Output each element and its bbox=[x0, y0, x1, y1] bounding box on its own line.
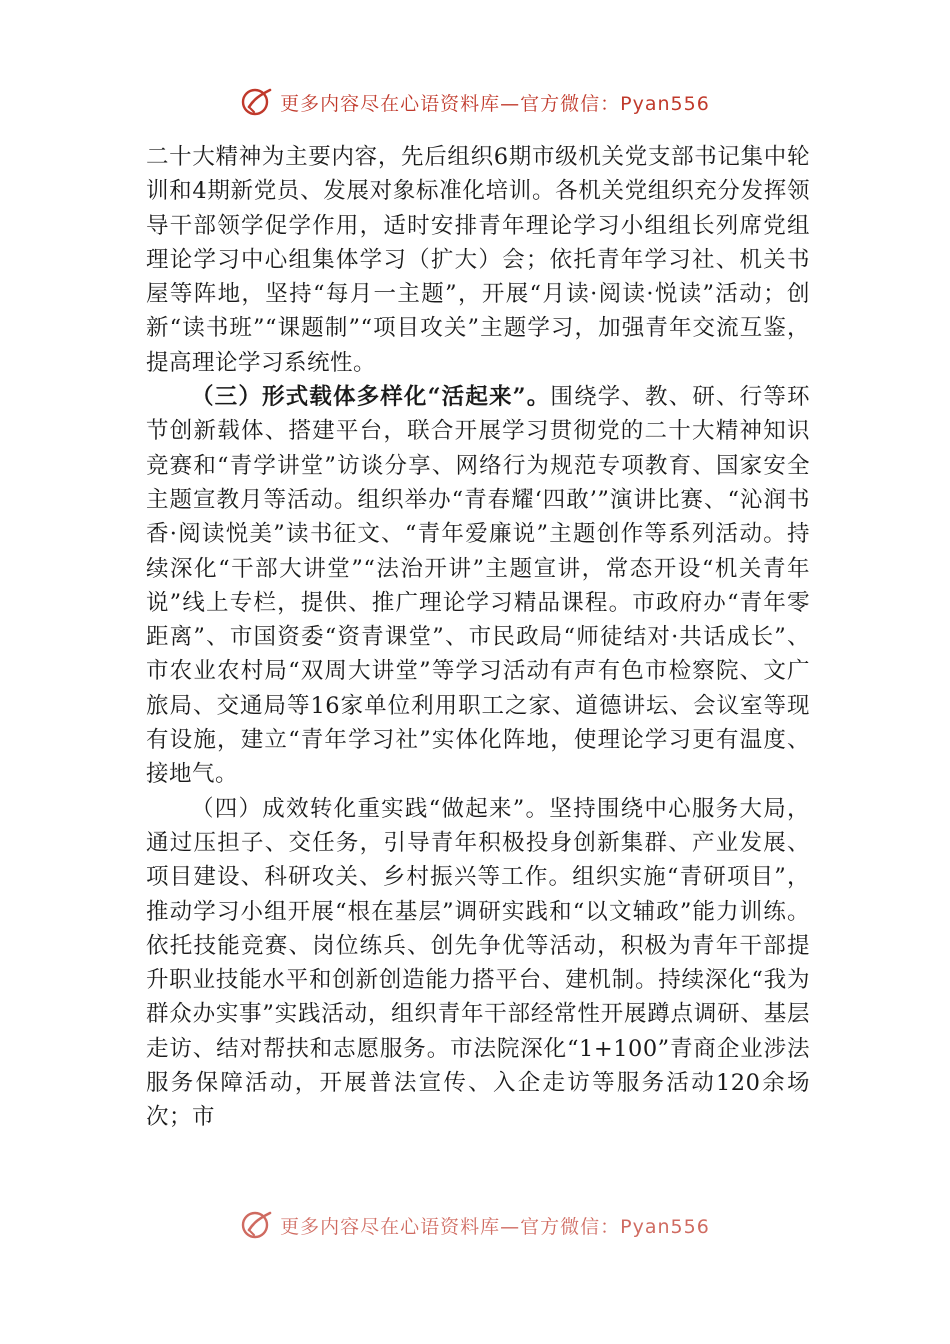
footer-watermark bbox=[0, 1205, 950, 1245]
header-watermark-text: 更多内容尽在心语资料库—官方微信：Pyan556 bbox=[280, 92, 710, 115]
header-watermark bbox=[0, 82, 950, 122]
paragraph-2-body: 围绕学、教、研、行等环节创新载体、搭建平台，联合开展学习贯彻党的二十大精神知识竞赛和“青学讲堂”访谈分享、网络行为规范专项教育、国家安全主题宣教月等活动。组织举办“青春耀‘四敢’”演讲比赛、“沁润书香·阅读悦美”读书征文、“青年爱廉说”主题创作等系列活动。持续深化“干部大讲堂”“法治开讲”主题宣讲，常态开设“机关青年说”线上专栏，提供、推广理论学习精品课程。市政府办“青年零距离”、市国资委“资青课堂”、市民政局“师徒结对·共话成长”、市农业农村局“双周大讲堂”等学习活动有声有色市检察院、文广旅局、交通局等16家单位利用职工之家、道德讲坛、会议室等现有设施，建立“青年学习社”实体化阵地，使理论学习更有温度、接地气。 bbox=[146, 384, 810, 788]
document-body bbox=[146, 140, 810, 1135]
paragraph-1: 二十大精神为主要内容，先后组织6期市级机关党支部书记集中轮训和4期新党员、发展对象标准化培训。各机关党组织充分发挥领导干部领学促学作用，适时安排青年理论学习小组组长列席党组理论学习中心组集体学习（扩大）会；依托青年学习社、机关书屋等阵地，坚持“每月一主题”，开展“月读·阅读·悦读”活动；创新“读书班”“课题制”“项目攻关”主题学习，加强青年交流互鉴，提高理论学习系统性。 bbox=[146, 144, 810, 376]
paragraph-3 bbox=[146, 792, 810, 1135]
section-heading-4: （四）成效转化重实践“做起来”。 bbox=[191, 795, 550, 822]
brush-logo-icon bbox=[240, 1208, 274, 1242]
brush-logo-icon bbox=[240, 85, 274, 119]
footer-watermark-text: 更多内容尽在心语资料库—官方微信：Pyan556 bbox=[280, 1215, 710, 1238]
section-heading-3: （三）形式载体多样化“活起来”。 bbox=[191, 384, 551, 411]
paragraph-3-body: 坚持围绕中心服务大局，通过压担子、交任务，引导青年积极投身创新集群、产业发展、项目建设、科研攻关、乡村振兴等工作。组织实施“青研项目”，推动学习小组开展“根在基层”调研实践和“以文辅政”能力训练。依托技能竞赛、岗位练兵、创先争优等活动，积极为青年干部提升职业技能水平和创新创造能力搭平台、建机制。持续深化“我为群众办实事”实践活动，组织青年干部经常性开展蹲点调研、基层走访、结对帮扶和志愿服务。市法院深化“1+100”青商企业涉法服务保障活动，开展普法宣传、入企走访等服务活动120余场次；市 bbox=[146, 795, 810, 1131]
paragraph-2 bbox=[146, 380, 810, 792]
